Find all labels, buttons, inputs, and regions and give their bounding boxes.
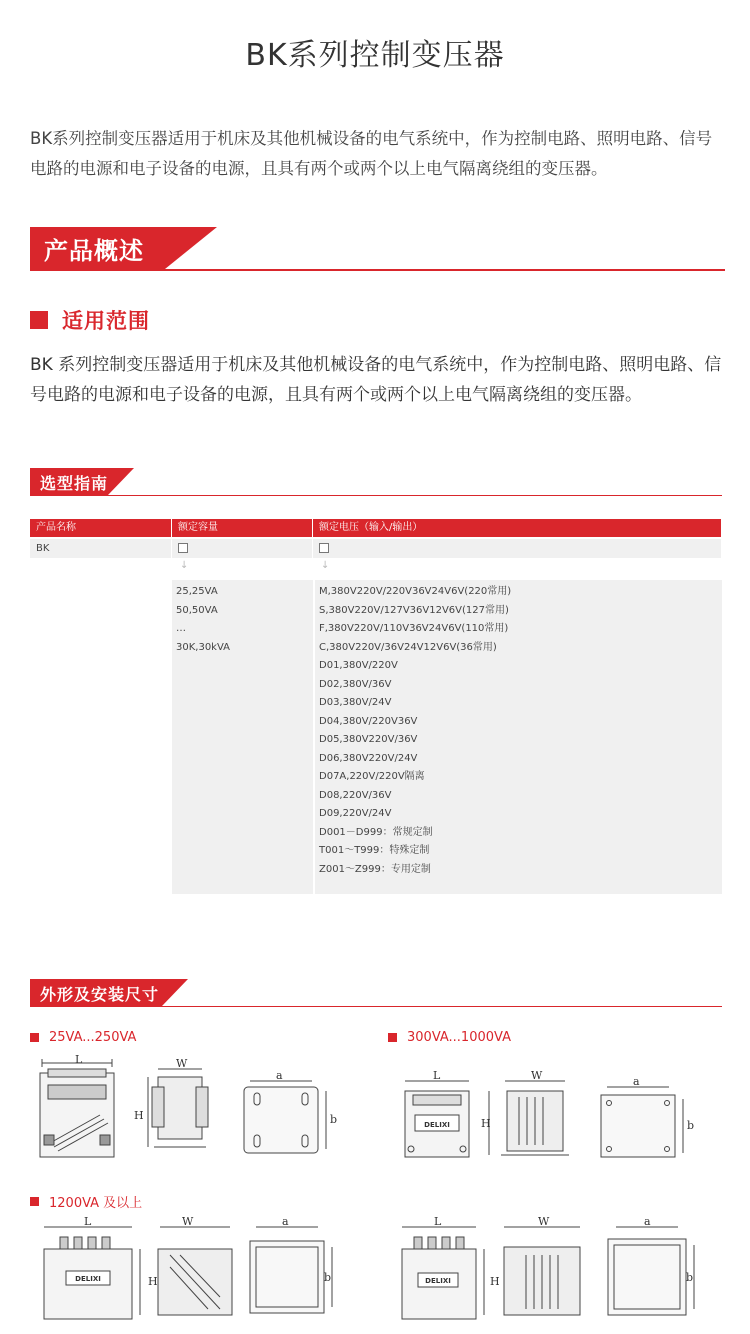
square-bullet-icon: [30, 1197, 39, 1206]
down-arrow-icon: ↓: [321, 560, 330, 571]
voltage-item: S,380V220V/127V36V12V6V(127常用): [319, 604, 509, 616]
selection-table-header: [30, 519, 722, 537]
dim-group-small: [30, 1030, 136, 1045]
front-view-drawing: [402, 1227, 484, 1319]
dim-letter-L: L: [84, 1215, 92, 1228]
capacity-item: …: [176, 623, 186, 634]
overview-banner: [30, 227, 725, 271]
dim-letter-W: W: [538, 1215, 550, 1228]
voltage-item: D07A,220V/220V隔离: [319, 771, 425, 782]
header-rated-capacity: 额定容量: [172, 519, 313, 537]
selection-table-body: [30, 580, 722, 894]
brand-logo: DELIXI: [424, 1121, 450, 1129]
square-bullet-icon: [388, 1033, 397, 1042]
side-view-drawing: [489, 1081, 569, 1155]
dim-letter-W: W: [176, 1057, 188, 1070]
selection-code-row: [30, 539, 722, 558]
square-bullet-icon: [30, 1033, 39, 1042]
dim-letter-b: b: [324, 1271, 332, 1284]
dim-letter-a: a: [282, 1215, 289, 1228]
capacity-item: 50,50VA: [176, 604, 218, 616]
dim-letter-b: b: [687, 1119, 695, 1132]
top-view-drawing: [608, 1227, 694, 1315]
capacity-checkbox-icon: [178, 543, 188, 553]
dim-group-label: 300VA...1000VA: [407, 1030, 511, 1045]
front-view-drawing: [405, 1081, 469, 1157]
side-view-drawing: [148, 1069, 208, 1147]
front-view-drawing: [40, 1059, 114, 1157]
side-view-drawing: [158, 1227, 232, 1315]
dim-letter-H: H: [134, 1109, 144, 1122]
brand-logo: DELIXI: [425, 1277, 451, 1285]
selection-banner-label: 选型指南: [40, 474, 109, 493]
selection-banner: [30, 468, 722, 496]
dim-letter-b: b: [686, 1271, 694, 1284]
dim-letter-a: a: [276, 1069, 283, 1082]
dimension-drawing-medium: [395, 1065, 725, 1165]
selection-banner-rule: [30, 495, 722, 496]
dim-letter-b: b: [330, 1113, 338, 1126]
dim-letter-L: L: [75, 1055, 83, 1066]
dim-letter-a: a: [644, 1215, 651, 1228]
voltage-item: D01,380V/220V: [319, 660, 398, 671]
top-view-drawing: [601, 1087, 683, 1157]
down-arrow-icon: ↓: [180, 560, 189, 571]
voltage-item: F,380V220V/110V36V24V6V(110常用): [319, 623, 509, 634]
voltage-item: D02,380V/36V: [319, 678, 392, 690]
voltage-item: D08,220V/36V: [319, 789, 392, 801]
dim-group-medium: [388, 1030, 511, 1045]
banner-rule: [30, 269, 725, 271]
dimensions-banner-label: 外形及安装尺寸: [40, 985, 160, 1004]
intro-paragraph: BK系列控制变压器适用于机床及其他机械设备的电气系统中，作为控制电路、照明电路、信号电路的电源和电子设备的电源，且具有两个或两个以上电气隔离绕组的变压器。: [30, 129, 713, 178]
capacity-slot: [172, 539, 313, 558]
dim-letter-H: H: [481, 1117, 491, 1130]
voltage-item: Z001～Z999：专用定制: [319, 863, 431, 875]
selection-table: [30, 519, 722, 894]
selection-banner-slope: [108, 468, 134, 495]
banner-label: 产品概述: [44, 237, 144, 265]
capacity-item: 30K,30kVA: [176, 641, 231, 653]
dim-letter-W: W: [182, 1215, 194, 1228]
square-bullet-icon: [30, 311, 48, 329]
dimension-drawing-small: [30, 1055, 350, 1165]
dim-letter-W: W: [531, 1069, 543, 1082]
capacity-column: [172, 580, 313, 894]
dim-letter-a: a: [633, 1075, 640, 1088]
dimension-drawing-large-a: [30, 1215, 360, 1325]
banner-tab-slope: [165, 227, 217, 269]
voltage-item: D001－D999：常规定制: [319, 826, 433, 838]
voltage-item: D09,220V/24V: [319, 808, 392, 819]
dimension-drawing-large-b: [390, 1215, 725, 1325]
side-view-drawing: [504, 1227, 580, 1315]
dim-letter-L: L: [434, 1215, 442, 1228]
dimensions-banner: [30, 979, 722, 1007]
dim-letter-L: L: [433, 1069, 441, 1082]
voltage-item: D03,380V/24V: [319, 697, 392, 708]
voltage-item: D04,380V/220V36V: [319, 715, 418, 727]
scope-heading: [30, 305, 150, 335]
scope-text: BK 系列控制变压器适用于机床及其他机械设备的电气系统中，作为控制电路、照明电路、信号电路的电源和电子设备的电源，且具有两个或两个以上电气隔离绕组的变压器。: [30, 355, 722, 405]
top-view-drawing: [244, 1081, 326, 1153]
dim-letter-H: H: [490, 1275, 500, 1288]
arrow-row: [30, 558, 722, 580]
capacity-item: 25,25VA: [176, 586, 218, 597]
page-title: BK系列控制变压器: [245, 38, 505, 73]
dim-group-large: [30, 1192, 142, 1211]
dim-group-label: 1200VA 及以上: [49, 1196, 143, 1211]
front-view-drawing: [44, 1227, 140, 1319]
product-code: BK: [30, 539, 172, 558]
header-product-name: 产品名称: [30, 519, 172, 537]
voltage-item: M,380V220V/220V36V24V6V(220常用): [319, 586, 512, 597]
voltage-column: [315, 580, 722, 894]
voltage-slot: [313, 539, 722, 558]
dimensions-banner-slope: [162, 979, 188, 1006]
voltage-item: T001～T999：特殊定制: [319, 845, 430, 856]
scope-heading-label: 适用范围: [62, 309, 150, 333]
dimensions-banner-rule: [30, 1006, 722, 1007]
header-rated-voltage: 额定电压（输入/输出）: [313, 519, 722, 537]
voltage-item: D05,380V220V/36V: [319, 734, 418, 745]
voltage-item: D06,380V220V/24V: [319, 752, 418, 764]
voltage-item: C,380V220V/36V24V12V6V(36常用): [319, 641, 497, 653]
brand-logo: DELIXI: [75, 1275, 101, 1283]
dim-group-label: 25VA...250VA: [49, 1030, 137, 1045]
dim-letter-H: H: [148, 1275, 158, 1288]
top-view-drawing: [250, 1227, 332, 1313]
voltage-checkbox-icon: [319, 543, 329, 553]
